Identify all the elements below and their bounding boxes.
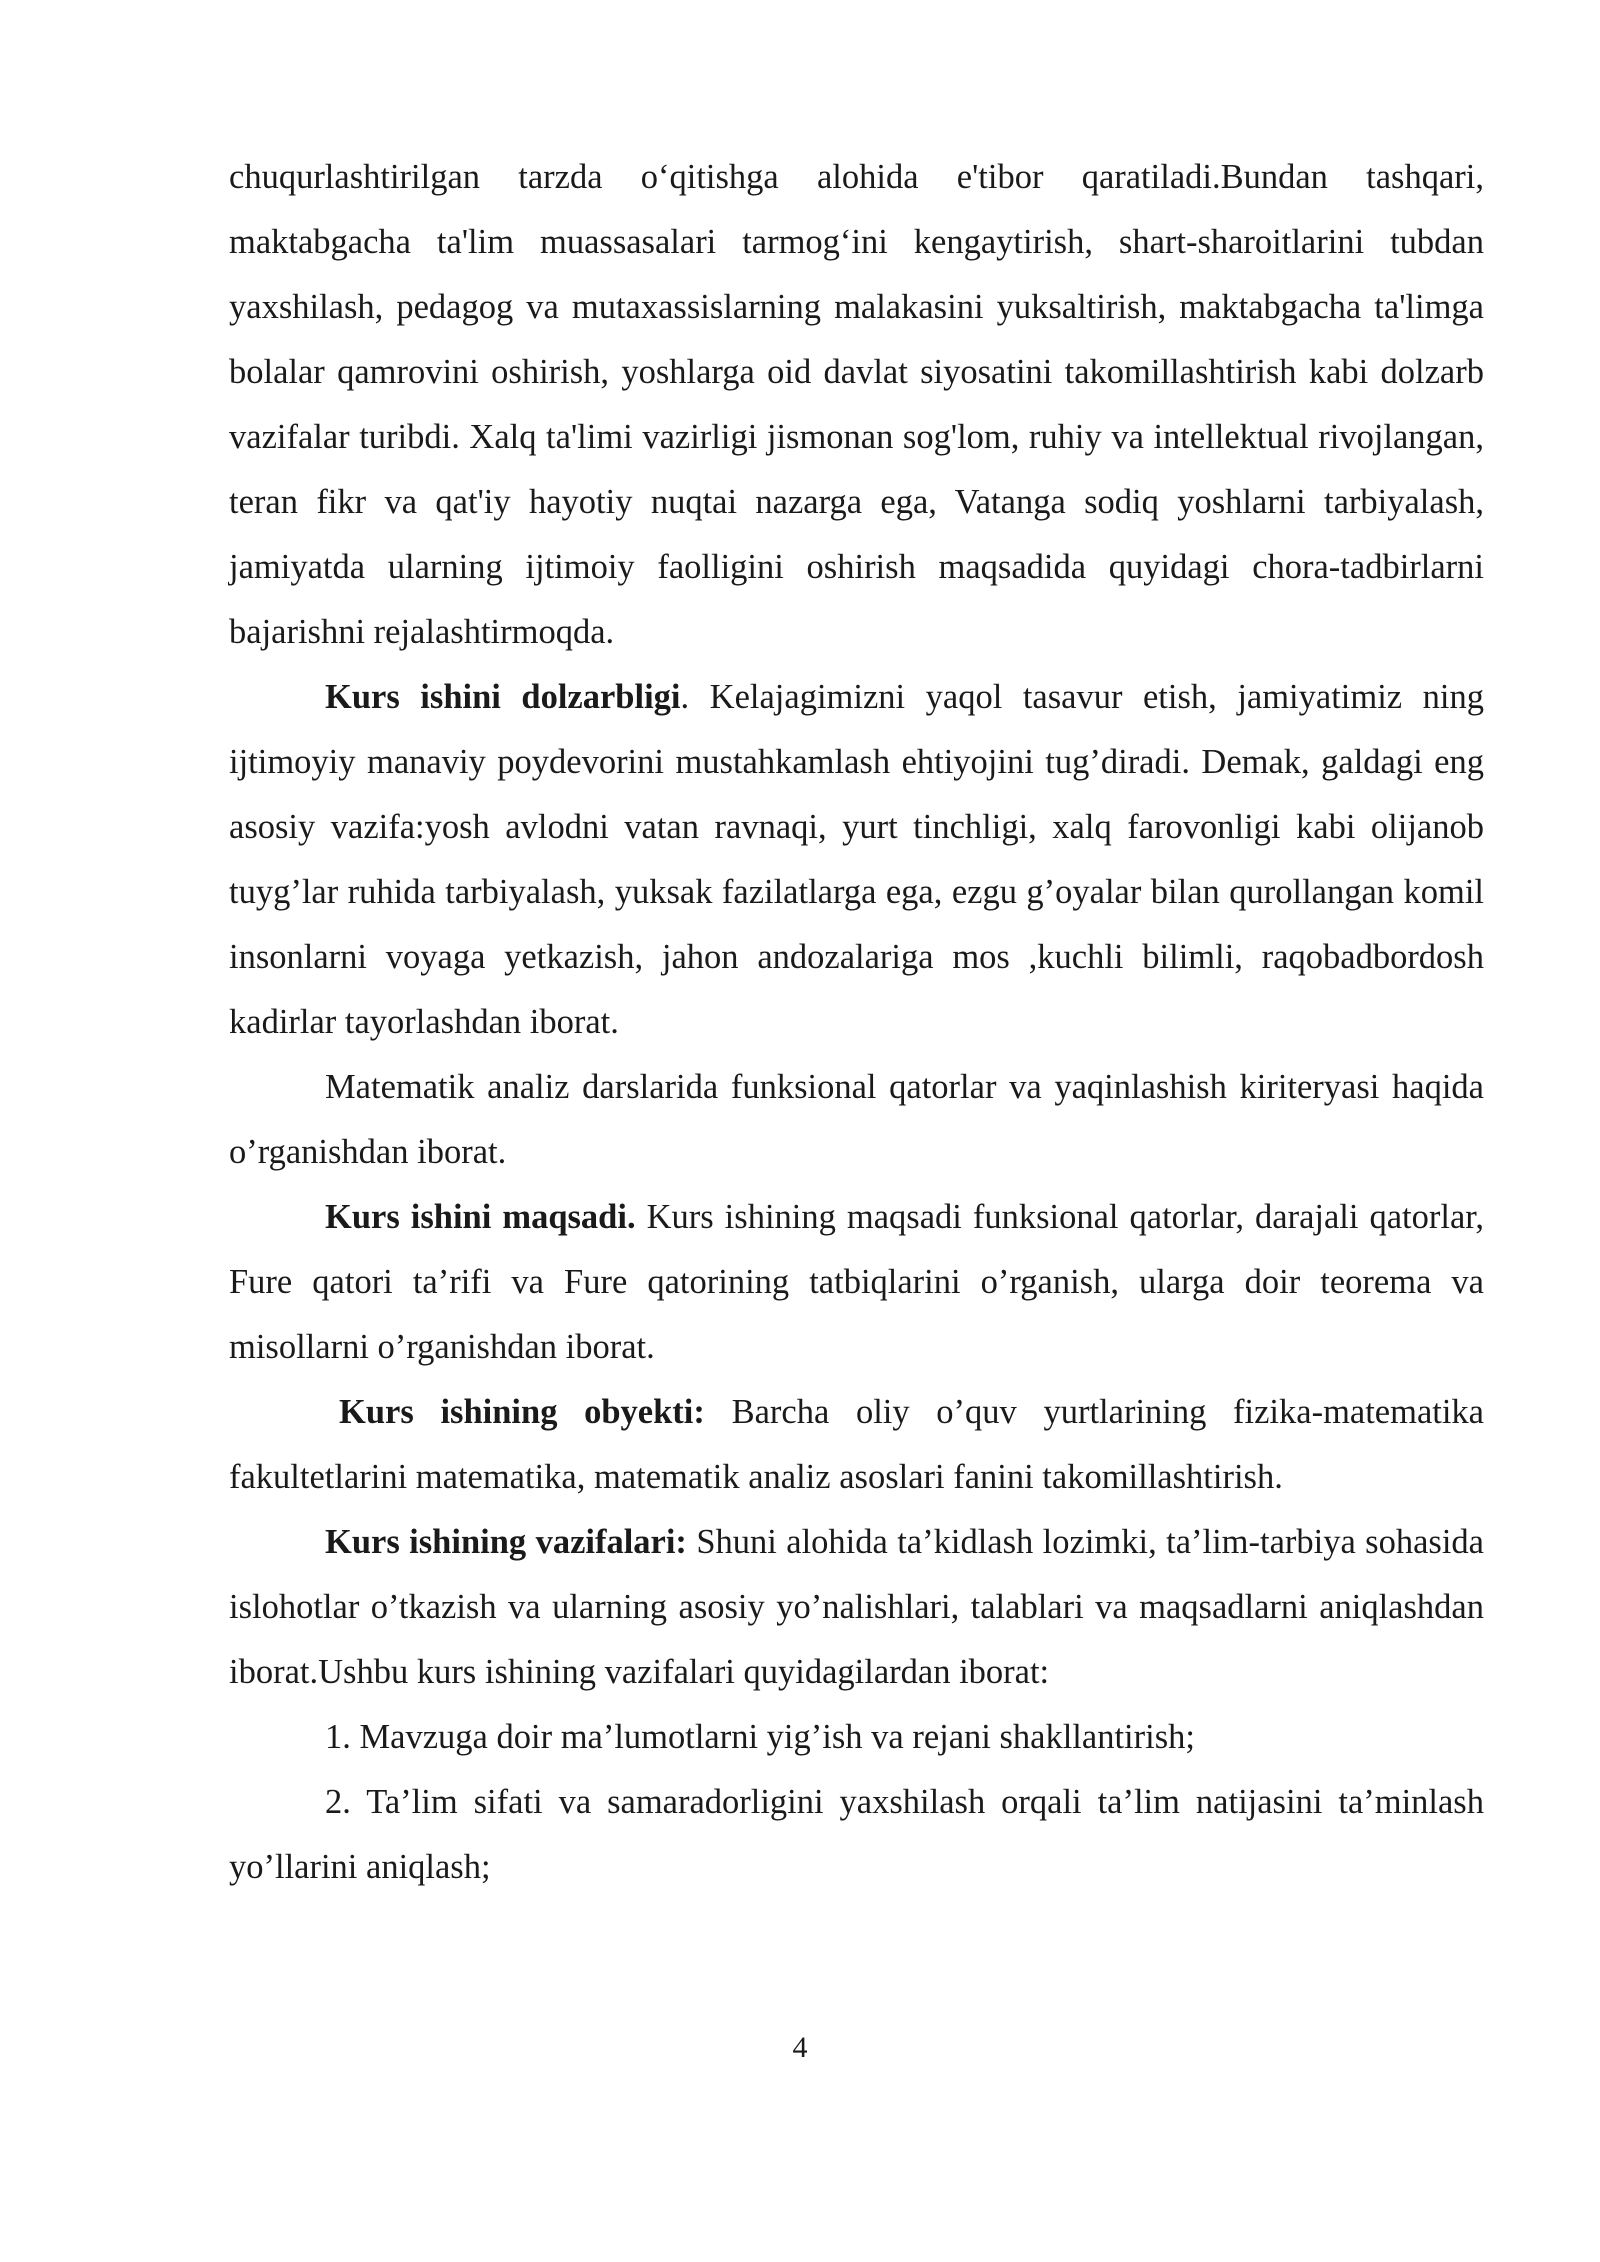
paragraph-object	[229, 1380, 1484, 1510]
list-item-text: 1. Mavzuga doir ma’lumotlarni yig’ish va rejani shakllantirish;	[325, 1718, 1195, 1756]
paragraph-text: chuqurlashtirilgan tarzda o‘qitishga alohida e'tibor qaratiladi.Bundan tashqari, maktabgacha ta'lim muassasalari tarmog‘ini kengaytirish, shart-sharoitlarini tubdan yaxshilash, pedagog va mutaxassislarning malakasini yuksaltirish, maktabgacha ta'limga bolalar qamrovini oshirish, yoshlarga oid davlat siyosatini takomillashtirish kabi dolzarb vazifalar turibdi. Xalq ta'limi vazirligi jismonan sog'lom, ruhiy va intellektual rivojlangan, teran fikr va qat'iy hayotiy nuqtai nazarga ega, Vatanga sodiq yoshlarni tarbiyalash, jamiyatda ularning ijtimoiy faolligini oshirish maqsadida quyidagi chora-tadbirlarni bajarishni rejalashtirmoqda.	[229, 158, 1484, 651]
paragraph-analysis-note	[229, 1055, 1484, 1185]
paragraph-text: Kurs ishining maqsadi funksional qatorlar, darajali qatorlar, Fure qatori ta’rifi va Fure qatorining tatbiqlarini o’rganish, ularga doir teorema va misollarni o’rganishdan iborat.	[229, 1198, 1484, 1366]
paragraph-relevance	[229, 665, 1484, 1055]
page-body	[229, 145, 1484, 1900]
section-lead-object: Kurs ishining obyekti:	[339, 1393, 705, 1431]
paragraph-text: Matematik analiz darslarida funksional qatorlar va yaqinlashish kiriteryasi haqida o’rganishdan iborat.	[229, 1068, 1484, 1171]
paragraph-text: . Kelajagimizni yaqol tasavur etish, jamiyatimiz ning ijtimoyiy manaviy poydevorini mustahkamlash ehtiyojini tug’diradi. Demak, galdagi eng asosiy vazifa:yosh avlodni vatan ravnaqi, yurt tinchligi, xalq farovonligi kabi olijanob tuyg’lar ruhida tarbiyalash, yuksak fazilatlarga ega, ezgu g’oyalar bilan qurollangan komil insonlarni voyaga yetkazish, jahon andozalariga mos ,kuchli bilimli, raqobadbordosh kadirlar tayorlashdan iborat.	[229, 678, 1484, 1041]
section-lead-tasks: Kurs ishining vazifalari:	[325, 1523, 687, 1561]
paragraph-tasks	[229, 1510, 1484, 1705]
list-item-task-1	[229, 1705, 1484, 1770]
list-item-task-2	[229, 1770, 1484, 1900]
section-lead-goal: Kurs ishini maqsadi.	[325, 1198, 636, 1236]
paragraph-text: Barcha oliy o’quv yurtlarining fizika-matematika fakultetlarini matematika, matematik analiz asoslari fanini takomillashtirish.	[229, 1393, 1484, 1496]
section-lead-relevance: Kurs ishini dolzarbligi	[325, 678, 681, 716]
paragraph-goal	[229, 1185, 1484, 1380]
paragraph-text: Shuni alohida ta’kidlash lozimki, ta’lim-tarbiya sohasida islohotlar o’tkazish va ularning asosiy yo’nalishlari, talablari va maqsadlarni aniqlashdan iborat.Ushbu kurs ishining vazifalari quyidagilardan iborat:	[229, 1523, 1484, 1691]
page-number: 4	[792, 2031, 808, 2064]
list-item-text: 2. Ta’lim sifati va samaradorligini yaxshilash orqali ta’lim natijasini ta’minlash yo’llarini aniqlash;	[229, 1783, 1484, 1886]
paragraph-intro-continuation	[229, 145, 1484, 665]
